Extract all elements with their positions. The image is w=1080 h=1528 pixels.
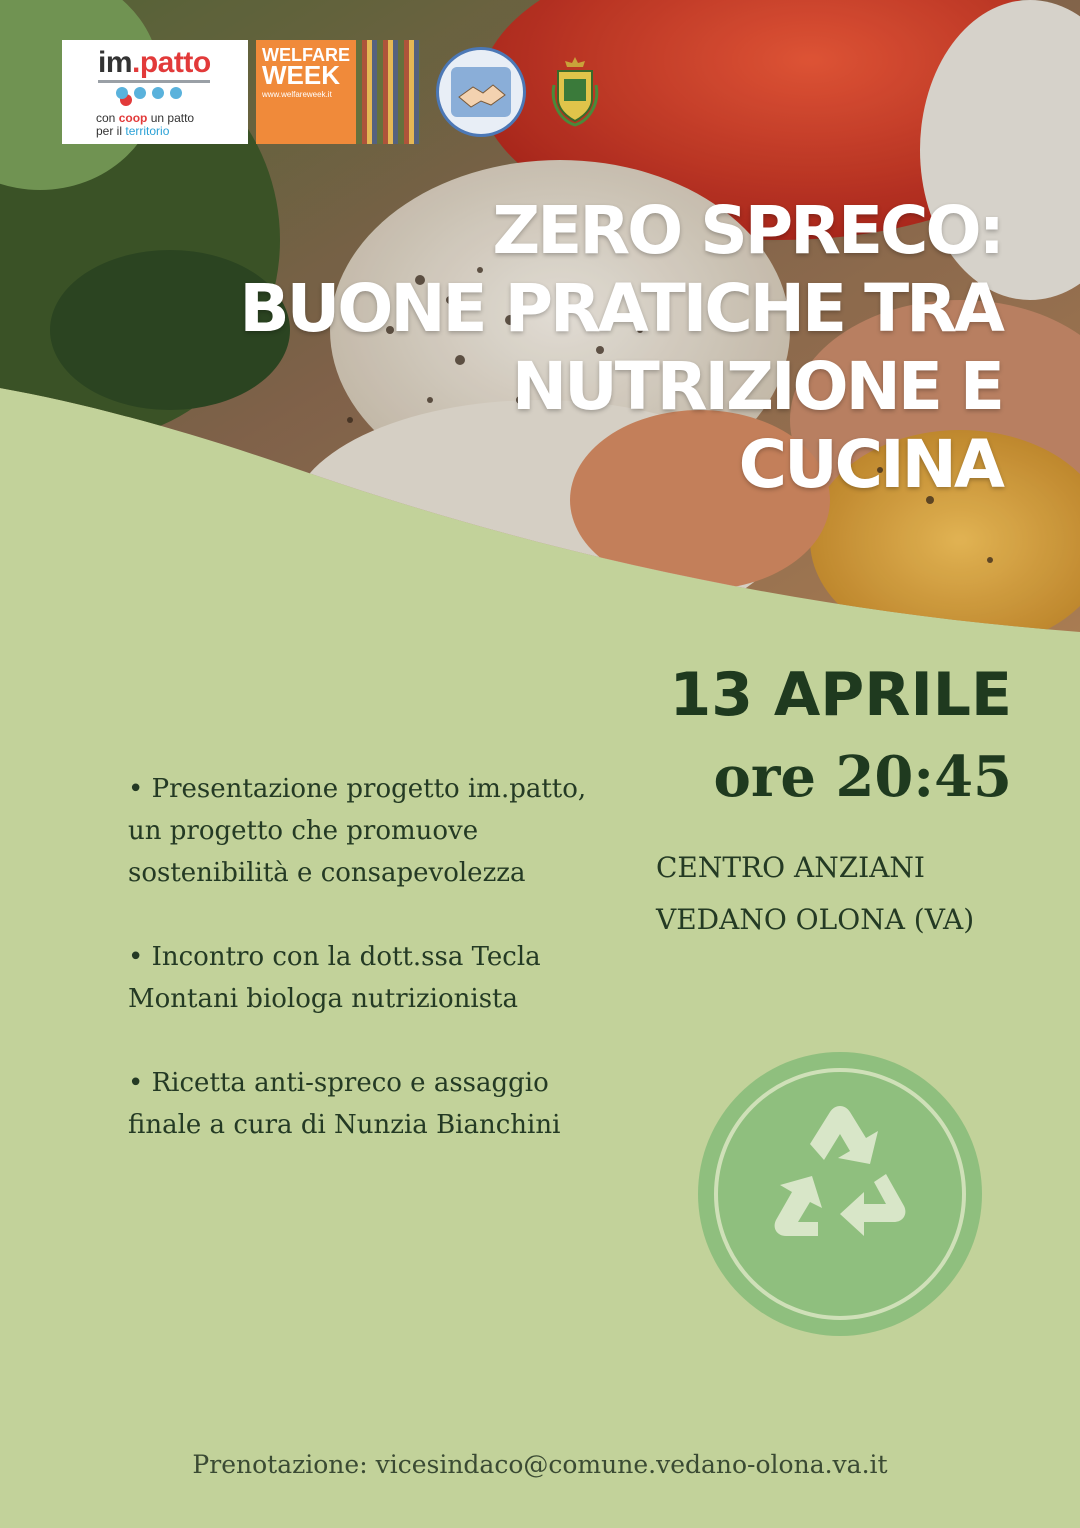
partner-logos	[62, 40, 600, 144]
centro-sociale-seal	[436, 47, 526, 137]
program-item-text: Montani biologa nutrizionista	[128, 984, 518, 1014]
impatto-tag-peril: per il	[96, 124, 123, 138]
welfare-line1: WELFARE	[262, 45, 350, 65]
venue-line-2: VEDANO OLONA (VA)	[656, 903, 975, 936]
impatto-tag-unpatto: un patto	[150, 111, 195, 125]
title-line-2: BUONE PRATICHE TRA	[239, 270, 1002, 347]
impatto-logo	[62, 40, 248, 144]
event-date: 13 APRILE	[669, 660, 1012, 730]
venue-line-1: CENTRO ANZIANI	[656, 851, 925, 884]
recycle-icon	[698, 1052, 982, 1336]
program-item	[128, 936, 628, 1020]
event-time: ore 20:45	[713, 744, 1012, 810]
impatto-tag-con: con	[96, 111, 116, 125]
program-item-text: • Ricetta anti-spreco e assaggio	[128, 1068, 549, 1098]
welfare-week-logo	[256, 40, 420, 144]
program-item-text: • Incontro con la dott.ssa Tecla	[128, 942, 541, 972]
impatto-tag-territorio: territorio	[125, 124, 170, 138]
program-item-text: finale a cura di Nunzia Bianchini	[128, 1110, 561, 1140]
handshake-icon	[451, 67, 511, 117]
impatto-brand-suffix: .patto	[132, 46, 211, 79]
impatto-brand-prefix: im	[98, 46, 133, 79]
title-line-4: CUCINA	[738, 426, 1002, 503]
program-item	[128, 1062, 628, 1146]
title-line-3: NUTRIZIONE E	[511, 348, 1002, 425]
program-item-text: un progetto che promuove	[128, 816, 479, 846]
event-title	[239, 192, 1002, 504]
booking-contact: Prenotazione: vicesindaco@comune.vedano-olona.va.it	[192, 1450, 888, 1479]
event-venue	[656, 842, 974, 946]
program-item	[128, 768, 628, 894]
title-line-1: ZERO SPRECO:	[492, 192, 1002, 269]
program-list	[128, 768, 628, 1188]
comune-crest-icon	[550, 55, 600, 129]
impatto-tag-coop: coop	[118, 111, 148, 125]
welfare-line2: WEEK	[262, 60, 340, 90]
program-item-text: • Presentazione progetto im.patto,	[128, 774, 587, 804]
welfare-url: www.welfareweek.it	[262, 90, 332, 99]
program-item-text: sostenibilità e consapevolezza	[128, 858, 526, 888]
